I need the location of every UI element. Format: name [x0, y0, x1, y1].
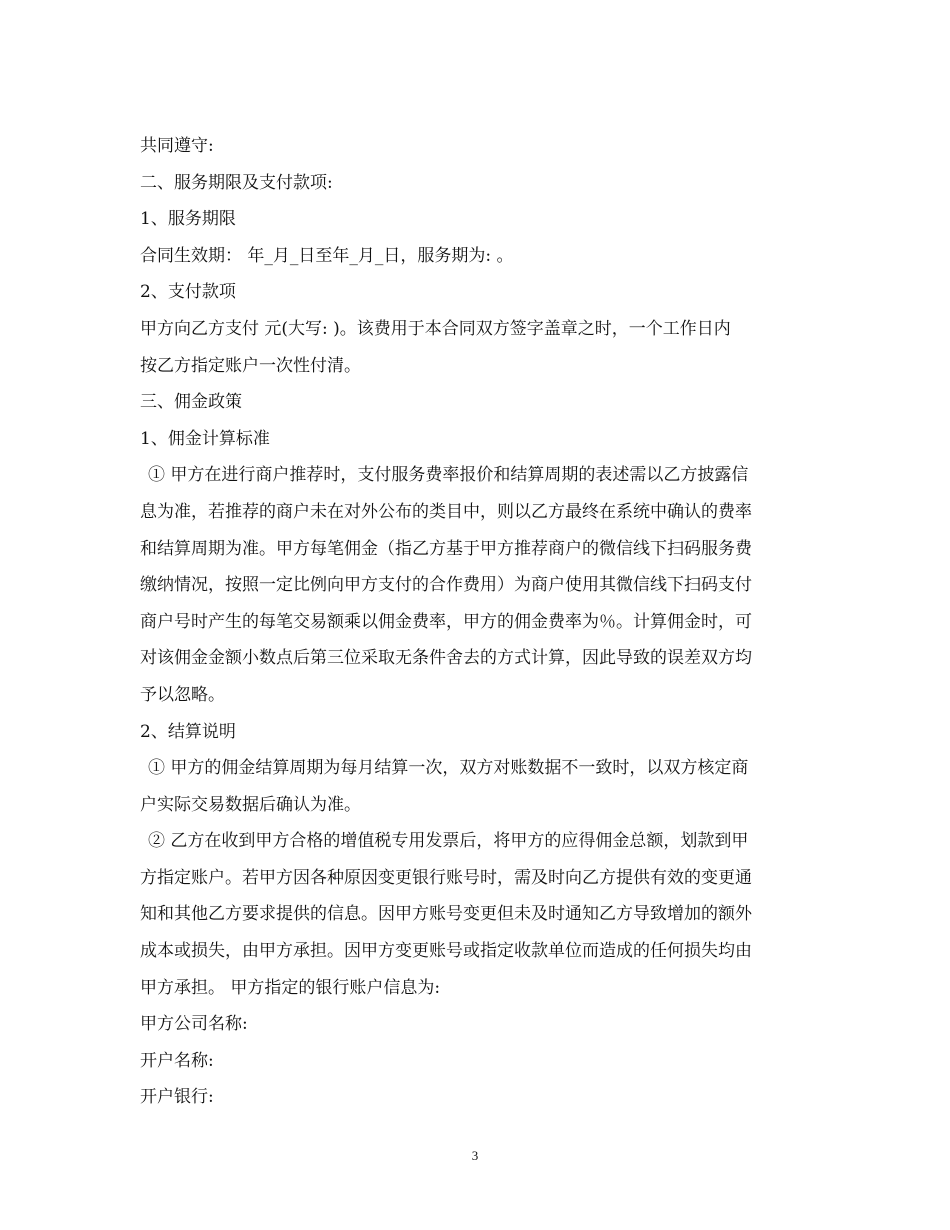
form-field-label: 开户银行: [140, 1087, 214, 1108]
text-line: 知和其他乙方要求提供的信息。因甲方账号变更但未及时通知乙方导致增加的额外 [140, 904, 752, 925]
text-line: 商户号时产生的每笔交易额乘以佣金费率，甲方的佣金费率为％。计算佣金时，可 [140, 611, 752, 632]
text-line: 户实际交易数据后确认为准。 [140, 794, 361, 815]
text-line: 按乙方指定账户一次性付清。 [140, 355, 361, 376]
text-line: 和结算周期为准。甲方每笔佣金（指乙方基于甲方推荐商户的微信线下扫码服务费 [140, 538, 752, 559]
document-body [140, 128, 812, 1116]
text-line: 方指定账户。若甲方因各种原因变更银行账号时，需及时向乙方提供有效的变更通 [140, 867, 752, 888]
text-line: 甲方向乙方支付 元(大写: )。该费用于本合同双方签字盖章之时，一个工作日内 [140, 318, 731, 339]
form-field-label: 开户名称: [140, 1050, 214, 1071]
text-line: 成本或损失，由甲方承担。因甲方变更账号或指定收款单位而造成的任何损失均由 [140, 941, 752, 962]
text-line: 予以忽略。 [140, 684, 225, 705]
text-line: 合同生效期： 年_月_日至年_月_日，服务期为: 。 [140, 245, 514, 266]
text-line: ① 甲方的佣金结算周期为每月结算一次，双方对账数据不一致时，以双方核定商 [148, 758, 749, 779]
section-heading: 三、佣金政策 [140, 392, 242, 413]
form-field-label: 甲方公司名称: [140, 1014, 248, 1035]
subsection-heading: 2、支付款项 [140, 282, 236, 303]
text-line: 缴纳情况，按照一定比例向甲方支付的合作费用）为商户使用其微信线下扫码支付 [140, 575, 752, 596]
section-heading: 二、服务期限及支付款项: [140, 172, 333, 193]
text-line: ② 乙方在收到甲方合格的增值税专用发票后，将甲方的应得佣金总额，划款到甲 [148, 831, 749, 852]
text-line: 息为准，若推荐的商户未在对外公布的类目中，则以乙方最终在系统中确认的费率 [140, 501, 752, 522]
text-line: 甲方承担。 甲方指定的银行账户信息为: [140, 977, 441, 998]
subsection-heading: 2、结算说明 [140, 721, 236, 742]
text-line: ① 甲方在进行商户推荐时，支付服务费率报价和结算周期的表述需以乙方披露信 [148, 465, 749, 486]
subsection-heading: 1、佣金计算标准 [140, 428, 270, 449]
subsection-heading: 1、服务期限 [140, 209, 236, 230]
page-number: 3 [471, 1148, 479, 1163]
text-line: 对该佣金金额小数点后第三位采取无条件舍去的方式计算，因此导致的误差双方均 [140, 648, 752, 669]
text-line: 共同遵守: [140, 136, 214, 156]
